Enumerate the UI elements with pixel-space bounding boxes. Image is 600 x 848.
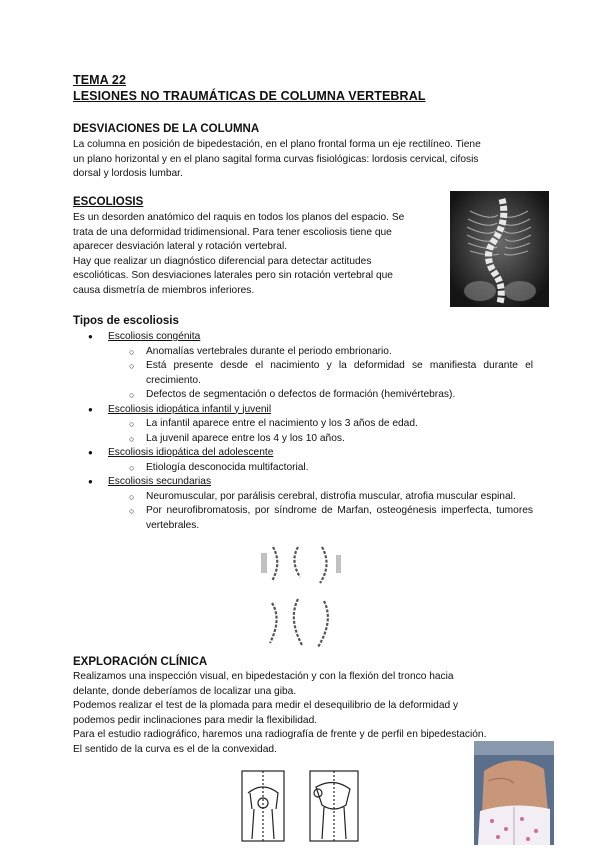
sub-list-item: ○ Anomalías vertebrales durante el periodo embrionario. — [108, 345, 533, 360]
scoliosis-xray-image — [450, 191, 549, 307]
list-item — [73, 330, 533, 403]
section-tipos-title: Tipos de escoliosis — [73, 315, 179, 327]
tipo-label: Escoliosis idiopática del adolescente — [108, 447, 274, 458]
exploracion-line: delante, donde deberíamos de localizar una giba. — [73, 685, 297, 697]
sub-list-item: ○ Está presente desde el nacimiento y la deformidad se manifiesta durante el crecimiento. — [108, 359, 533, 388]
sub-list-item: ○ Defectos de segmentación o defectos de formación (hemivértebras). — [108, 388, 533, 403]
escoliosis-line: causa dismetría de miembros inferiores. — [73, 284, 255, 296]
list-item — [73, 446, 533, 475]
desviaciones-line: dorsal y lordosis lumbar. — [73, 168, 183, 179]
patient-back-photo — [474, 741, 554, 845]
tipos-list — [73, 330, 533, 533]
section-exploracion-title: EXPLORACIÓN CLÍNICA — [73, 656, 208, 668]
forward-bend-test-sketch — [238, 763, 368, 843]
desviaciones-line: un plano horizontal y en el plano sagital forma curvas fisiológicas: lordosis cervical, cifosis — [73, 153, 479, 165]
section-desviaciones-title: DESVIACIONES DE LA COLUMNA — [73, 123, 260, 135]
escoliosis-line: Es un desorden anatómico del raquis en todos los planos del espacio. Se — [73, 212, 405, 223]
escoliosis-paragraph — [73, 211, 440, 298]
tipo-label: Escoliosis congénita — [108, 331, 201, 342]
desviaciones-paragraph — [73, 138, 525, 182]
tema-number: TEMA 22 — [73, 73, 127, 87]
document-title: LESIONES NO TRAUMÁTICAS DE COLUMNA VERTEBRAL — [73, 89, 426, 103]
exploracion-line: Para el estudio radiográfico, haremos una radiografía de frente y de perfil en bipedestación. — [73, 729, 487, 740]
section-escoliosis-title: ESCOLIOSIS — [73, 196, 144, 208]
escoliosis-line: escolióticas. Son desviaciones laterales pero sin rotación vertebral que — [73, 270, 393, 281]
exploracion-line: Podemos realizar el test de la plomada para medir el desequilibrio de la deformidad y — [73, 700, 459, 711]
exploracion-line: Realizamos una inspección visual, en bipedestación y con la flexión del tronco hacia — [73, 671, 454, 682]
escoliosis-line: Hay que realizar un diagnóstico diferencial para detectar actitudes — [73, 255, 372, 267]
escoliosis-line: aparecer desviación lateral y rotación vertebral. — [73, 241, 288, 252]
tipo-label: Escoliosis secundarias — [108, 476, 212, 487]
desviaciones-line: La columna en posición de bipedestación, en el plano frontal forma un eje rectilíneo. Tiene — [73, 139, 481, 150]
scoliosis-types-diagram — [258, 543, 344, 651]
sub-list-item: ○ Por neurofibromatosis, por síndrome de Marfan, osteogénesis imperfecta, tumores vertebrales. — [108, 504, 533, 533]
escoliosis-line: trata de una deformidad tridimensional. Para tener escoliosis tiene que — [73, 226, 392, 238]
sub-list-item: ○ La juvenil aparece entre los 4 y los 10 años. — [108, 432, 533, 447]
sub-list-item: ○ Etiología desconocida multifactorial. — [108, 461, 533, 476]
sub-list-item: ○ Neuromuscular, por parálisis cerebral, distrofia muscular, atrofia muscular espinal. — [108, 490, 533, 505]
sub-list-item: ○ La infantil aparece entre el nacimiento y los 3 años de edad. — [108, 417, 533, 432]
exploracion-line: podemos pedir inclinaciones para medir la flexibilidad. — [73, 714, 318, 726]
list-item — [73, 475, 533, 533]
tipo-label: Escoliosis idiopática infantil y juvenil — [108, 403, 272, 415]
exploracion-paragraph — [73, 670, 525, 757]
list-item — [73, 403, 533, 447]
exploracion-line: El sentido de la curva es el de la convexidad. — [73, 743, 277, 755]
